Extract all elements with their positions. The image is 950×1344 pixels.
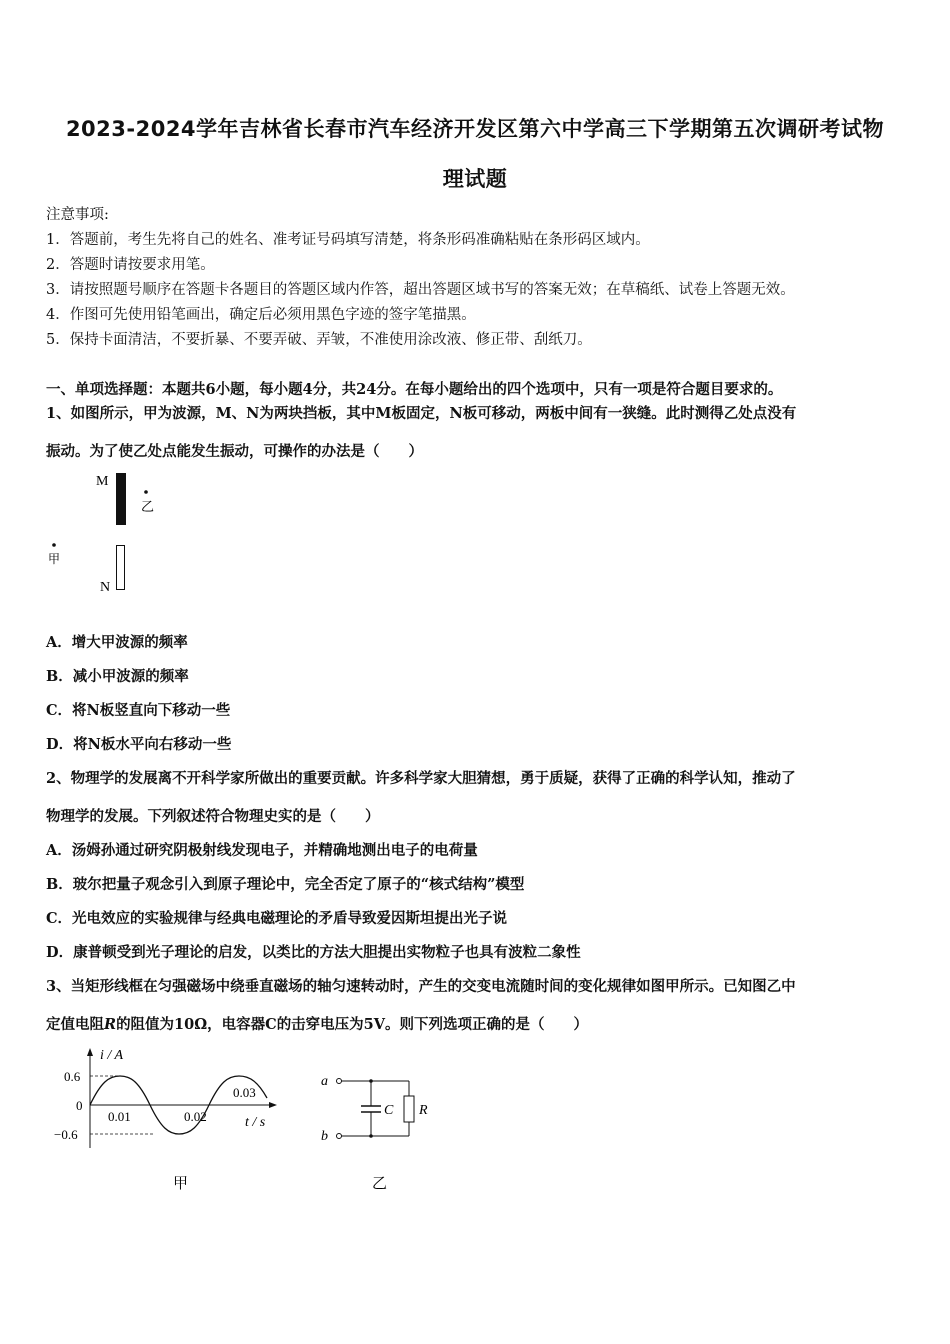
q1-option-b: B．减小甲波源的频率	[46, 668, 189, 685]
notice-heading: 注意事项:	[46, 207, 109, 223]
graph-tick-x1: 0.01	[108, 1109, 131, 1124]
q3-stem-line-1: 3、当矩形线框在匀强磁场中绕垂直磁场的轴匀速转动时，产生的交变电流随时间的变化规律如图甲所示。已知图乙中	[46, 978, 796, 995]
label-yi: 乙	[141, 499, 155, 514]
graph-tick-x3: 0.03	[233, 1085, 256, 1100]
notice-item-4: 4．作图可先使用铅笔画出，确定后必须用黑色字迹的签字笔描黑。	[46, 307, 476, 323]
graph-x-label: t / s	[245, 1115, 266, 1130]
label-m: M	[96, 474, 109, 489]
graph-x-arrow	[269, 1102, 277, 1108]
notice-item-1: 1．答题前，考生先将自己的姓名、准考证号码填写清楚，将条形码准确粘贴在条形码区域内。	[46, 232, 650, 248]
q2-stem-line-2: 物理学的发展。下列叙述符合物理史实的是（ ）	[46, 808, 380, 825]
graph-y-label: i / A	[100, 1048, 124, 1063]
q1-option-a: A．增大甲波源的频率	[46, 634, 188, 651]
page-title-continued	[40, 163, 910, 193]
label-jia: 甲	[48, 552, 61, 566]
q3-graph-jia	[45, 1040, 285, 1200]
q3-stem-post: 的阻值为10Ω，电容器C的击穿电压为5V。则下列选项正确的是（ ）	[116, 1016, 589, 1033]
q1-stem-line-2: 振动。为了使乙处点能发生振动，可操作的办法是（ ）	[46, 443, 423, 460]
circuit-label-a: a	[321, 1074, 328, 1089]
title-line-2: 理试题	[442, 167, 508, 191]
q3-circuit-yi	[315, 1065, 455, 1200]
q1-option-c: C．将N板竖直向下移动一些	[46, 702, 231, 719]
graph-caption: 甲	[173, 1176, 189, 1192]
q2-option-c: C．光电效应的实验规律与经典电磁理论的矛盾导致爱因斯坦提出光子说	[46, 910, 508, 927]
q3-stem-line-2	[46, 1013, 588, 1034]
terminal-b	[337, 1134, 342, 1139]
notice-item-5: 5．保持卡面清洁，不要折暴、不要弄破、弄皱，不准使用涂改液、修正带、刮纸刀。	[46, 332, 592, 348]
source-jia	[52, 543, 56, 547]
notice-item-3: 3．请按照题号顺序在答题卡各题目的答题区域内作答，超出答题区域书写的答案无效；在草稿纸、试卷上答题无效。	[46, 282, 795, 298]
q3-stem-r: R	[104, 1016, 117, 1033]
notice-item-2: 2．答题时请按要求用笔。	[46, 257, 215, 273]
circuit-label-c: C	[384, 1103, 394, 1118]
q2-option-b: B．玻尔把量子观念引入到原子理论中，完全否定了原子的“核式结构”模型	[46, 876, 525, 893]
q1-option-d: D．将N板水平向右移动一些	[46, 736, 232, 753]
circuit-caption: 乙	[372, 1176, 388, 1192]
plate-m	[116, 473, 126, 525]
q1-stem-line-1: 1、如图所示，甲为波源，M、N为两块挡板，其中M板固定，N板可移动，两板中间有一狭缝。此时测得乙处点没有	[46, 405, 797, 422]
q2-option-d: D．康普顿受到光子理论的启发，以类比的方法大胆提出实物粒子也具有波粒二象性	[46, 944, 581, 961]
q3-stem-pre: 定值电阻	[46, 1016, 104, 1033]
graph-tick-zero: 0	[76, 1098, 83, 1113]
section-1-heading: 一、单项选择题：本题共6小题，每小题4分，共24分。在每小题给出的四个选项中，只有一项是符合题目要求的。	[46, 381, 783, 398]
circuit-label-r: R	[419, 1103, 428, 1118]
title-line-1: 2023-2024学年吉林省长春市汽车经济开发区第六中学高三下学期第五次调研考试物	[65, 117, 885, 141]
plate-n	[117, 546, 125, 590]
q2-option-a: A．汤姆孙通过研究阴极射线发现电子，并精确地测出电子的电荷量	[46, 842, 478, 859]
page-title	[40, 113, 910, 143]
point-yi	[144, 490, 148, 494]
graph-tick-neg: −0.6	[54, 1127, 78, 1142]
terminal-a	[337, 1079, 342, 1084]
q1-figure	[40, 465, 180, 600]
graph-tick-x2: 0.02	[184, 1109, 207, 1124]
label-n: N	[100, 580, 111, 595]
graph-tick-pos: 0.6	[64, 1069, 81, 1084]
resistor	[404, 1096, 414, 1122]
graph-y-arrow	[87, 1048, 93, 1056]
q2-stem-line-1: 2、物理学的发展离不开科学家所做出的重要贡献。许多科学家大胆猜想，勇于质疑，获得了正确的科学认知，推动了	[46, 770, 796, 787]
circuit-label-b: b	[321, 1129, 328, 1144]
